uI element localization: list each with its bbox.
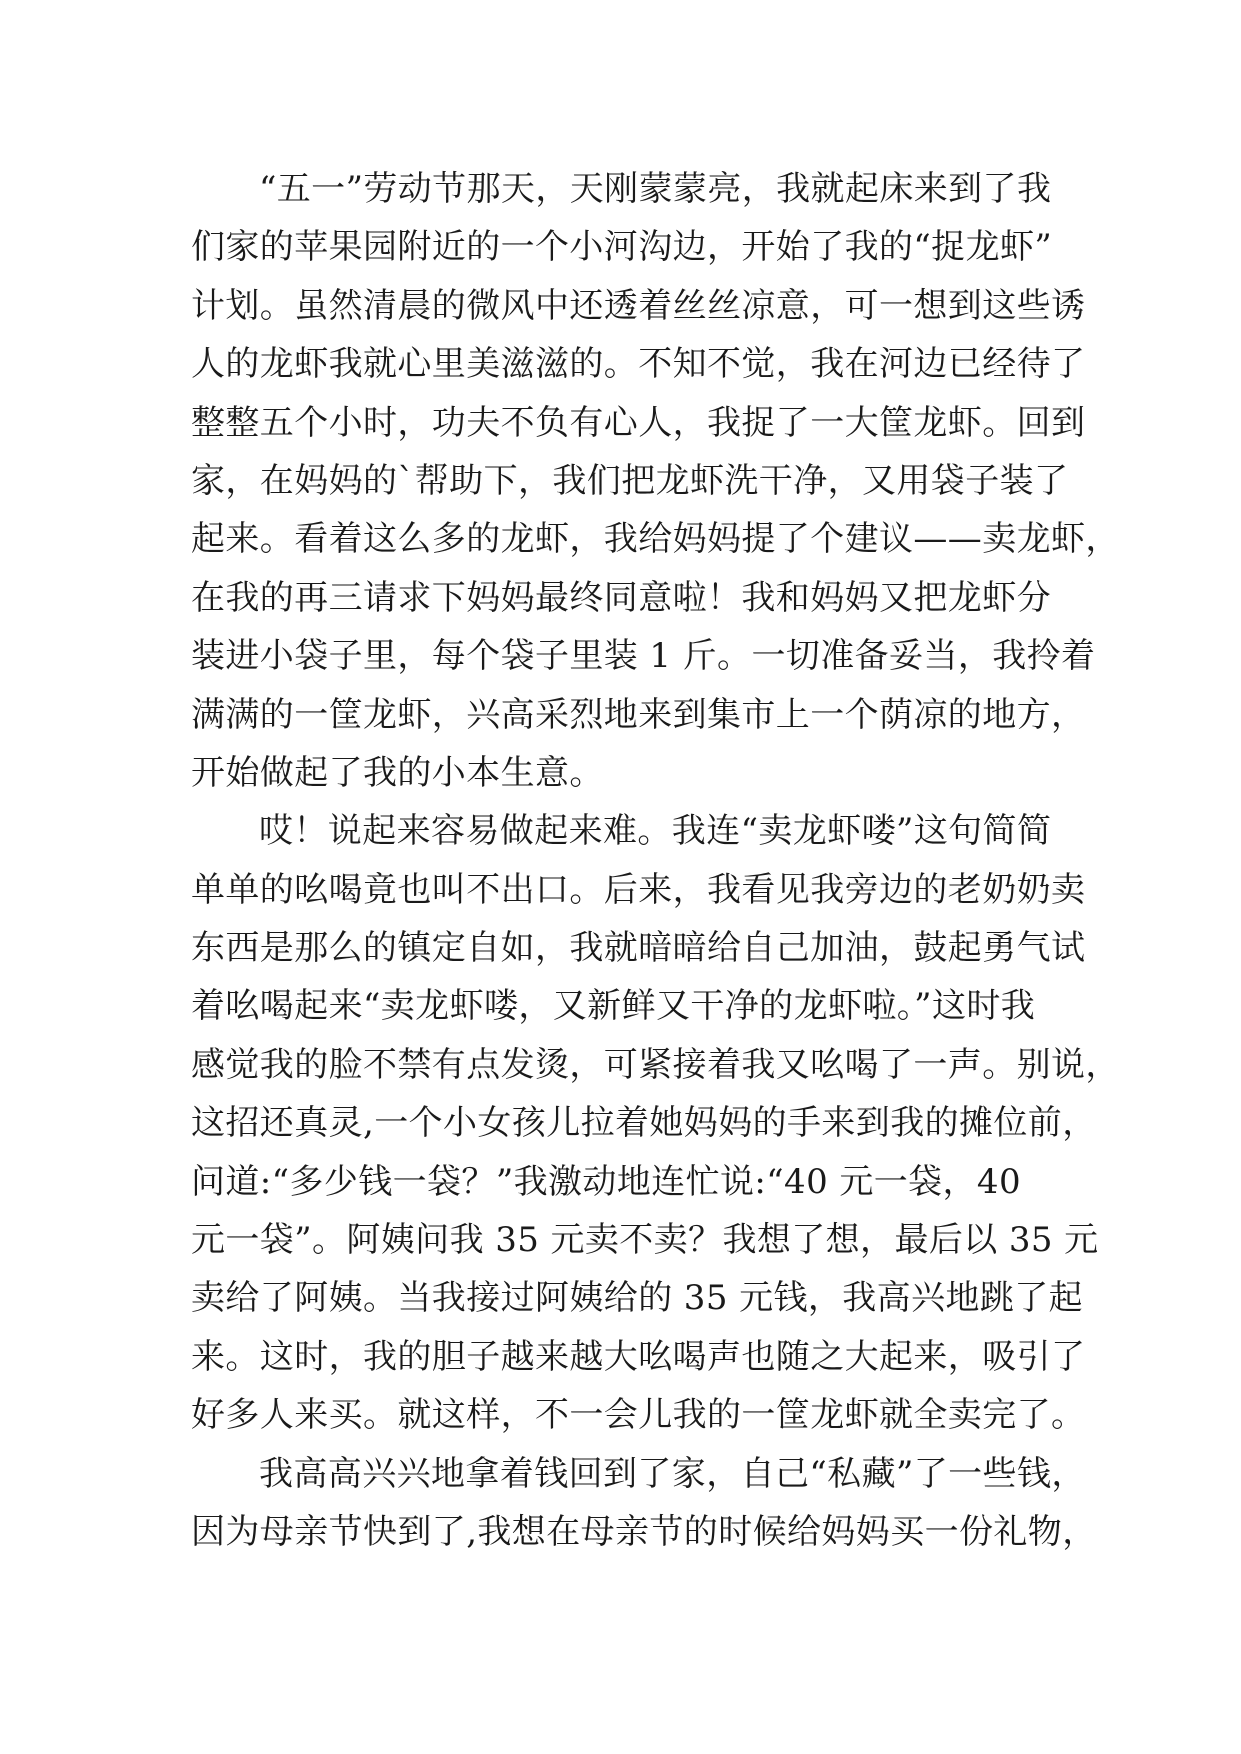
body-text	[191, 160, 1120, 1561]
text-line: 人的龙虾我就心里美滋滋的。不知不觉，我在河边已经待了	[191, 344, 1086, 385]
text-line: 来。这时，我的胆子越来越大吆喝声也随之大起来，吸引了	[191, 1336, 1086, 1377]
text-line: 们家的苹果园附近的一个小河沟边，开始了我的“捉龙虾”	[191, 227, 1053, 268]
text-line: 计划。虽然清晨的微风中还透着丝丝凉意，可一想到这些诱	[191, 285, 1086, 326]
text-line: 起来。看着这么多的龙虾，我给妈妈提了个建议——卖龙虾，	[191, 519, 1120, 560]
paragraph-first-line: 哎！说起来容易做起来难。我连“卖龙虾喽”这句简简	[259, 811, 1052, 852]
text-line: 东西是那么的镇定自如，我就暗暗给自己加油，鼓起勇气试	[191, 928, 1086, 969]
text-line: 着吆喝起来“卖龙虾喽，又新鲜又干净的龙虾啦。”这时我	[191, 986, 1036, 1027]
text-line: 卖给了阿姨。当我接过阿姨给的 35 元钱，我高兴地跳了起	[191, 1278, 1084, 1319]
paragraph-first-line: “五一”劳动节那天，天刚蒙蒙亮，我就起床来到了我	[259, 169, 1052, 209]
text-line: 这招还真灵,一个小女孩儿拉着她妈妈的手来到我的摊位前，	[191, 1103, 1097, 1144]
text-line: 整整五个小时，功夫不负有心人，我捉了一大筐龙虾。回到	[191, 402, 1086, 443]
text-line: 问道:“多少钱一袋？”我激动地连忙说:“40 元一袋，40	[191, 1161, 1021, 1202]
text-line: 装进小袋子里，每个袋子里装 1 斤。一切准备妥当，我拎着	[191, 636, 1096, 677]
text-line: 感觉我的脸不禁有点发烫，可紧接着我又吆喝了一声。别说，	[191, 1044, 1120, 1085]
text-line: 单单的吆喝竟也叫不出口。后来，我看见我旁边的老奶奶卖	[191, 869, 1086, 910]
text-line: 好多人来买。就这样，不一会儿我的一筐龙虾就全卖完了。	[191, 1395, 1086, 1436]
text-line: 家，在妈妈的`帮助下，我们把龙虾洗干净，又用袋子装了	[191, 460, 1069, 501]
text-line: 满满的一筐龙虾，兴高采烈地来到集市上一个荫凉的地方，	[191, 694, 1086, 735]
text-line: 开始做起了我的小本生意。	[191, 752, 604, 793]
text-line: 在我的再三请求下妈妈最终同意啦！我和妈妈又把龙虾分	[191, 577, 1051, 618]
text-line: 因为母亲节快到了,我想在母亲节的时候给妈妈买一份礼物，	[191, 1511, 1097, 1552]
text-line: 元一袋”。阿姨问我 35 元卖不卖？我想了想，最后以 35 元	[191, 1220, 1099, 1261]
paragraph-first-line: 我高高兴兴地拿着钱回到了家，自己“私藏”了一些钱，	[259, 1453, 1086, 1494]
